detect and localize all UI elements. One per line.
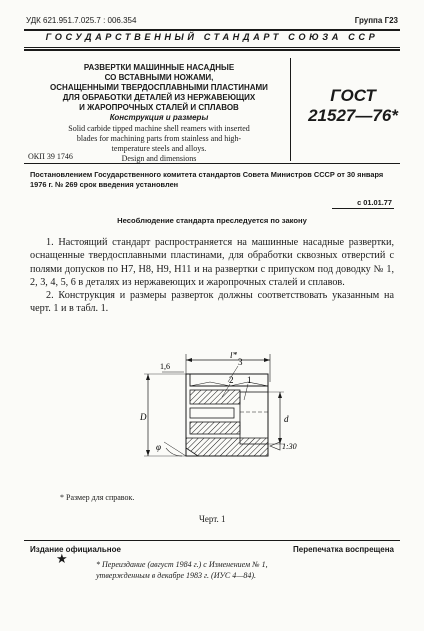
date-underline: [332, 208, 394, 209]
title-en-line: blades for machining parts from stainless and high-: [76, 134, 242, 143]
gost-code: 21527—76*: [308, 106, 398, 125]
title-ru-subtitle: Конструкция и размеры: [109, 113, 209, 122]
arrow-icon: [278, 392, 282, 398]
body-section: [186, 438, 268, 456]
state-standard-heading: ГОСУДАРСТВЕННЫЙ СТАНДАРТ СОЮЗА ССР: [45, 32, 379, 42]
star-icon: ★: [56, 551, 68, 566]
title-en-line: Design and dimensions: [121, 154, 197, 163]
reprint-prohibited: Перепечатка воспрещена: [293, 545, 394, 554]
decree-text: Постановлением Государственного комитета стандартов Совета Министров СССР от 30 января 1976 г. № 269 срок введения установлен: [30, 170, 384, 189]
title-en-line: temperature steels and alloys.: [111, 144, 207, 153]
label-3: 3: [238, 357, 243, 367]
label-2: 2: [229, 375, 234, 385]
group-code: Группа Г23: [354, 16, 398, 25]
title-ru-line: И ЖАРОПРОЧНЫХ СТАЛЕЙ И СПЛАВОВ: [79, 103, 239, 112]
gost-label: ГОСТ: [330, 86, 376, 105]
gost-number: [298, 86, 408, 126]
title-ru-line: РАЗВЕРТКИ МАШИННЫЕ НАСАДНЫЕ: [83, 63, 235, 72]
title-ru-line: ОСНАЩЕННЫМИ ТВЕРДОСПЛАВНЫМИ ПЛАСТИНАМИ: [50, 83, 268, 92]
title-ru-line: СО ВСТАВНЫМИ НОЖАМИ,: [104, 73, 214, 82]
angle-line: [164, 442, 186, 456]
reissue-line: * Переиздание (август 1984 г.) с Изменением № 1,: [96, 560, 268, 569]
effective-date: с 01.01.77: [357, 198, 392, 207]
reissue-note: [96, 559, 396, 581]
label-D: D: [140, 412, 147, 422]
paragraph-1: 1. Настоящий стандарт распространяется на машинные насадные развертки, оснащенные твердосплавными пластинами, для обработки сквозных отверстий с полями допусков по Н7, Н8, Н9, Н11 и на развертки с припуском под доводку № 1, 2, 3, 4, 5, 6 в деталях из нержавеющих и жаропрочных сталей и сплавов.: [30, 237, 394, 288]
decree-rule: [24, 163, 400, 164]
taper-icon: [270, 442, 280, 450]
arrow-icon: [146, 450, 150, 456]
label-taper: 1:30: [282, 442, 297, 451]
okp-code: ОКП 39 1746: [28, 152, 73, 161]
figure-caption: Черт. 1: [199, 514, 226, 524]
udk-code: УДК 621.951.7.025.7 : 006.354: [26, 16, 137, 25]
carbide-tip: [190, 408, 234, 418]
official-edition: Издание официальное: [30, 545, 121, 554]
label-l: l*: [230, 352, 238, 360]
arrow-icon: [186, 358, 192, 362]
state-rule-thick: [24, 49, 400, 51]
paragraph-2: 2. Конструкция и размеры разверток должны соответствовать указанным на черт. 1 и в табл. 1.: [30, 290, 394, 315]
violation-notice: Несоблюдение стандарта преследуется по закону: [117, 216, 307, 225]
title-en-line: Solid carbide tipped machine shell reamers with inserted: [68, 124, 250, 133]
reamer-drawing: [120, 352, 310, 477]
top-rule: [24, 29, 400, 31]
label-phi: φ: [156, 442, 161, 452]
reissue-line: утвержденным в декабре 1983 г. (ИУС 4—84).: [96, 571, 256, 580]
title-divider: [290, 58, 291, 161]
title-block: [28, 63, 290, 164]
label-d: d: [284, 414, 289, 424]
arrow-icon: [146, 374, 150, 380]
arrow-icon: [264, 358, 270, 362]
insert-blade: [190, 422, 240, 434]
title-ru-line: ДЛЯ ОБРАБОТКИ ДЕТАЛЕЙ ИЗ НЕРЖАВЕЮЩИХ: [62, 93, 256, 102]
insert-blade: [190, 390, 240, 404]
footer-rule: [24, 540, 400, 541]
label-1-6: 1,6: [160, 362, 170, 371]
label-1: 1: [247, 375, 252, 385]
body-text: [30, 236, 394, 316]
footnote: * Размер для справок.: [60, 493, 135, 502]
state-rule: [24, 47, 400, 48]
